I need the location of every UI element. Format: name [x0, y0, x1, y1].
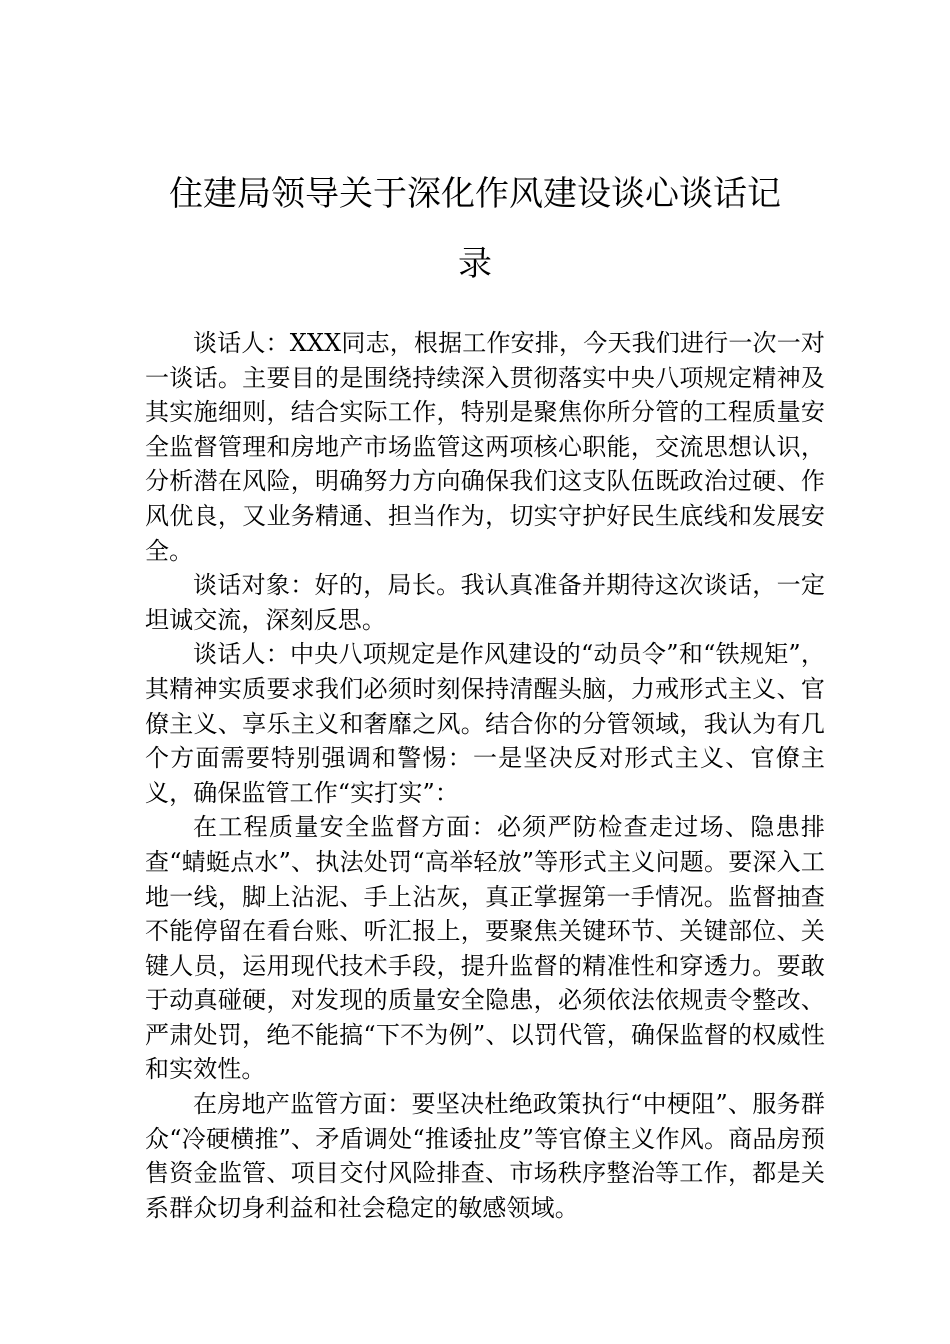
paragraph-1: 谈话人：XXX同志，根据工作安排，今天我们进行一次一对一谈话。主要目的是围绕持续深入贯彻落实中央八项规定精神及其实施细则，结合实际工作，特别是聚焦你所分管的工程质量安全监督管理和房地产市场监管这两项核心职能，交流思想认识，分析潜在风险，明确努力方向确保我们这支队伍既政治过硬、作风优良，又业务精通、担当作为，切实守护好民生底线和发展安全。 [145, 329, 825, 565]
document-body [145, 326, 825, 1225]
paragraph-4: 在工程质量安全监督方面：必须严防检查走过场、隐患排查“蜻蜓点水”、执法处罚“高举轻放”等形式主义问题。要深入工地一线，脚上沾泥、手上沾灰，真正掌握第一手情况。监督抽查不能停留在看台账、听汇报上，要聚焦关键环节、关键部位、关键人员，运用现代技术手段，提升监督的精准性和穿透力。要敢于动真碰硬，对发现的质量安全隐患，必须依法依规责令整改、严肃处罚，绝不能搞“下不为例”、以罚代管，确保监督的权威性和实效性。 [145, 813, 825, 1084]
paragraph-3: 谈话人：中央八项规定是作风建设的“动员令”和“铁规矩”，其精神实质要求我们必须时刻保持清醒头脑，力戒形式主义、官僚主义、享乐主义和奢靡之风。结合你的分管领域，我认为有几个方面需要特别强调和警惕：一是坚决反对形式主义、官僚主义，确保监管工作“实打实”： [145, 640, 825, 807]
paragraph-5: 在房地产监管方面：要坚决杜绝政策执行“中梗阻”、服务群众“冷硬横推”、矛盾调处“推诿扯皮”等官僚主义作风。商品房预售资金监管、项目交付风险排查、市场秩序整治等工作，都是关系群众切身利益和社会稳定的敏感领域。 [145, 1090, 825, 1222]
paragraph-2: 谈话对象：好的，局长。我认真准备并期待这次谈话，一定坦诚交流，深刻反思。 [145, 571, 825, 634]
document-title-line-1: 住建局领导关于深化作风建设谈心谈话记 [169, 174, 781, 214]
document-title-line-2: 录 [458, 244, 492, 284]
